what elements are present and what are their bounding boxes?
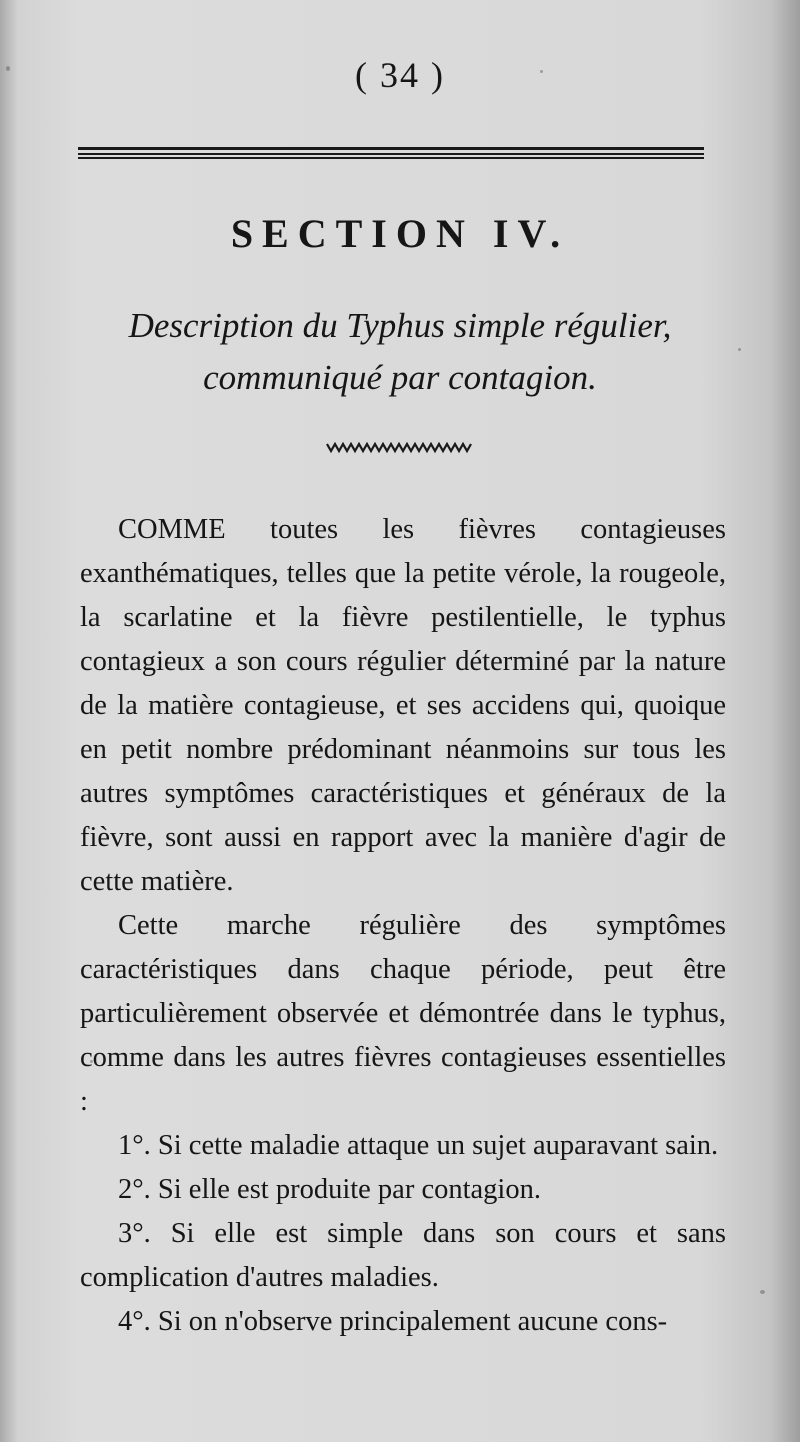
paper-speck (738, 348, 741, 351)
header-rule-thin (78, 153, 704, 155)
page-number: ( 34 ) (355, 55, 445, 95)
paper-speck (540, 70, 543, 73)
paragraph: Cette marche régulière des symptômes caractéristiques dans chaque période, peut être particulièrement observée et démontrée dans le typhus, comme dans les autres fièvres contagieuses essentielles : (80, 910, 726, 1117)
list-item: 3°. Si elle est simple dans son cours et sans complication d'autres maladies. (80, 1218, 726, 1293)
list-item: 2°. Si elle est produite par contagion. (118, 1174, 541, 1205)
paper-speck (90, 1060, 93, 1063)
body-text (80, 508, 726, 1344)
section-title: SECTION IV. (230, 211, 570, 256)
header-rule-bottom (78, 157, 704, 159)
decorative-ornament (325, 438, 475, 456)
paragraph: COMME toutes les fièvres contagieuses exanthématiques, telles que la petite vérole, la rougeole, la scarlatine et la fièvre pestilentielle, le typhus contagieux a son cours régulier déterminé par la nature de la matière contagieuse, et ses accidens qui, quoique en petit nombre prédominant néanmoins sur tous les autres symptômes caractéristiques et généraux de la fièvre, sont aussi en rapport avec la manière d'agir de cette matière. (80, 514, 726, 897)
list-item: 4°. Si on n'observe principalement aucune cons- (118, 1306, 668, 1337)
subtitle-line-2: communiqué par contagion. (203, 358, 597, 397)
paper-speck (6, 66, 10, 71)
subtitle-line-1: Description du Typhus simple régulier, (128, 306, 672, 345)
paper-speck (760, 1290, 765, 1294)
section-subtitle (60, 300, 740, 404)
list-item: 1°. Si cette maladie attaque un sujet auparavant sain. (118, 1130, 719, 1161)
header-rule-thick (78, 147, 704, 150)
